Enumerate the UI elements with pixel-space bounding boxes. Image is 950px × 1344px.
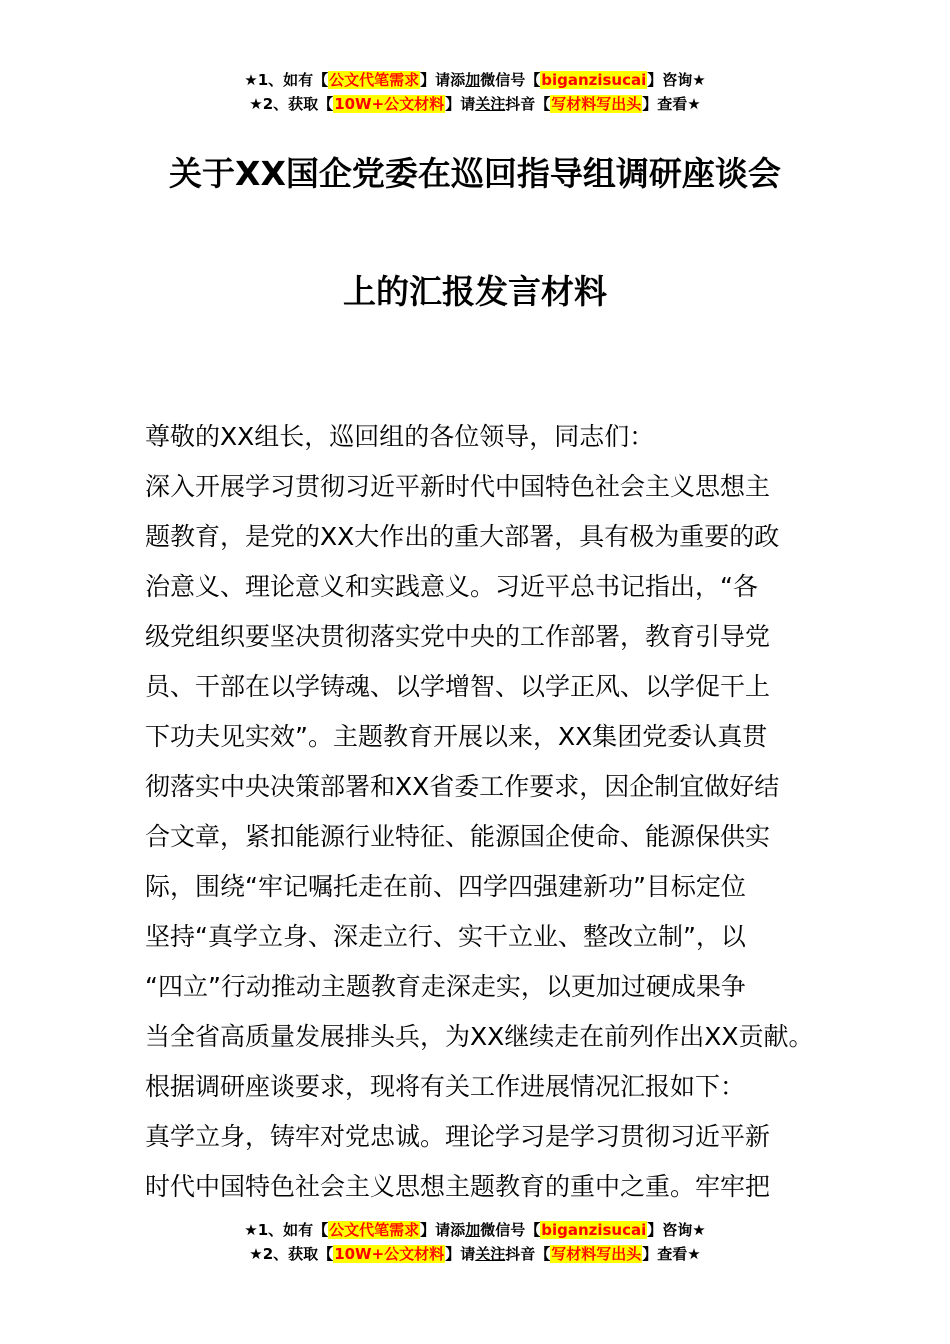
body-line: 下功夫见实效”。主题教育开展以来，XX集团党委认真贯	[145, 722, 768, 751]
body-line: 际，围绕“牢记嘱托走在前、四学四强建新功”目标定位	[145, 872, 746, 901]
body-line: 治意义、理论意义和实践意义。习近平总书记指出，“各	[145, 572, 758, 601]
promo-line-1: ★1、如有【公文代笔需求】请添加微信号【biganzisucai】咨询★	[244, 1221, 706, 1239]
footer-promo-banner	[0, 1218, 950, 1266]
body-line: 级党组织要坚决贯彻落实党中央的工作部署，教育引导党	[145, 622, 771, 651]
document-title-line-2: 上的汇报发言材料	[343, 272, 607, 311]
promo-highlight-douyin: 写材料写出头	[551, 95, 642, 113]
promo-line-2: ★2、获取【10W+公文材料】请关注抖音【写材料写出头】查看★	[249, 95, 701, 113]
body-line: 尊敬的XX组长，巡回组的各位领导，同志们：	[145, 422, 655, 451]
document-body	[145, 412, 825, 1212]
body-line: 根据调研座谈要求，现将有关工作进展情况汇报如下：	[145, 1072, 746, 1101]
document-title-line-1: 关于XX国企党委在巡回指导组调研座谈会	[169, 154, 781, 193]
body-line: 坚持“真学立身、深走立行、实干立业、整改立制”，以	[145, 922, 746, 951]
body-line: 员、干部在以学铸魂、以学增智、以学正风、以学促干上	[145, 672, 771, 701]
body-line: 真学立身，铸牢对党忠诚。理论学习是学习贯彻习近平新	[145, 1122, 771, 1151]
promo-highlight-wechat-id: biganzisucai	[541, 71, 647, 89]
promo-highlight-service: 公文代笔需求	[329, 1221, 420, 1239]
header-promo-banner	[0, 68, 950, 116]
promo-highlight-materials: 10W+公文材料	[334, 1245, 445, 1263]
body-line: 彻落实中央决策部署和XX省委工作要求，因企制宜做好结	[145, 772, 780, 801]
body-line: 合文章，紧扣能源行业特征、能源国企使命、能源保供实	[145, 822, 771, 851]
body-line: 时代中国特色社会主义思想主题教育的重中之重。牢牢把	[145, 1172, 771, 1201]
promo-highlight-wechat-id: biganzisucai	[541, 1221, 647, 1239]
body-line: 当全省高质量发展排头兵，为XX继续走在前列作出XX贡献。	[145, 1022, 814, 1051]
promo-highlight-douyin: 写材料写出头	[551, 1245, 642, 1263]
promo-highlight-materials: 10W+公文材料	[334, 95, 445, 113]
body-line: 题教育，是党的XX大作出的重大部署，具有极为重要的政	[145, 522, 780, 551]
promo-line-1: ★1、如有【公文代笔需求】请添加微信号【biganzisucai】咨询★	[244, 71, 706, 89]
promo-line-2: ★2、获取【10W+公文材料】请关注抖音【写材料写出头】查看★	[249, 1245, 701, 1263]
body-line: “四立”行动推动主题教育走深走实，以更加过硬成果争	[145, 972, 746, 1001]
body-line: 深入开展学习贯彻习近平新时代中国特色社会主义思想主	[145, 472, 771, 501]
promo-highlight-service: 公文代笔需求	[329, 71, 420, 89]
